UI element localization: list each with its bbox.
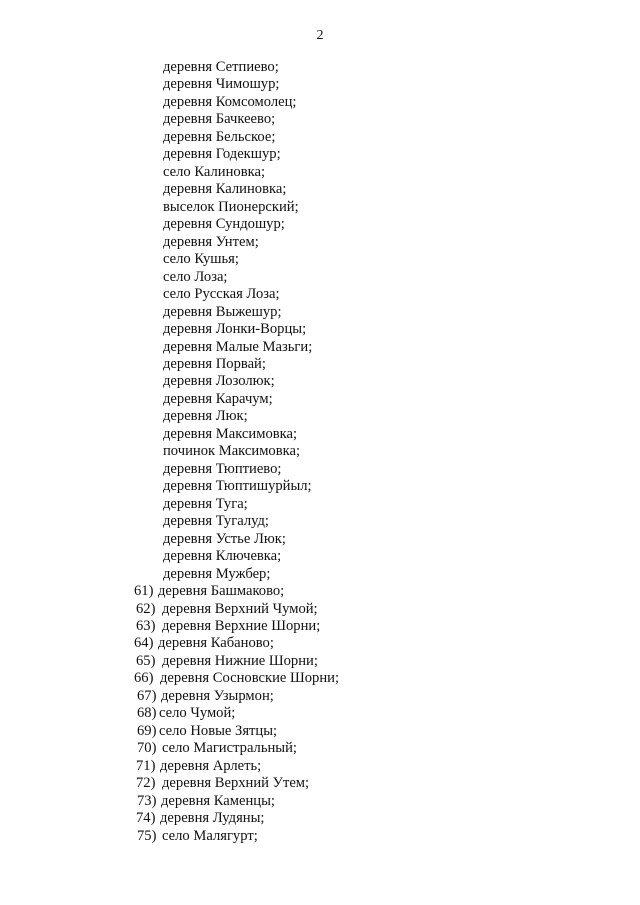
list-item-text: деревня Карачум; xyxy=(163,390,273,407)
list-item-text: деревня Верхний Чумой; xyxy=(162,600,318,617)
list-item-number: 72) xyxy=(136,775,156,792)
list-item-text: деревня Люк; xyxy=(163,408,248,425)
list-item-number: 71) xyxy=(136,757,156,774)
list-item-number: 66) xyxy=(134,670,154,687)
list-item-text: село Новые Зятцы; xyxy=(159,722,278,739)
list-item-text: деревня Тугалуд; xyxy=(163,513,269,530)
list-item-text: деревня Чимошур; xyxy=(163,76,280,93)
list-item-text: деревня Кабаново; xyxy=(158,635,274,652)
list-item-number: 75) xyxy=(137,827,157,844)
list-item-text: деревня Сетпиево; xyxy=(163,59,279,75)
list-item-text: село Чумой; xyxy=(159,705,236,722)
list-item-text: деревня Лозолюк; xyxy=(163,373,275,390)
list-item-text: деревня Узырмон; xyxy=(161,687,274,704)
list-item-number: 74) xyxy=(136,810,156,827)
list-item-number: 68) xyxy=(137,705,157,722)
list-item-text: деревня Сосновские Шорни; xyxy=(160,670,340,687)
list-item-text: деревня Каменцы; xyxy=(161,792,275,809)
list-item-number: 69) xyxy=(137,722,157,739)
list-item-text: деревня Туга; xyxy=(163,495,248,512)
list-item-text: деревня Порвай; xyxy=(163,355,266,372)
list-item-text: деревня Комсомолец; xyxy=(163,93,297,110)
list-item-number: 70) xyxy=(137,740,157,757)
list-item-text: деревня Мужбер; xyxy=(163,565,271,582)
list-item-text: село Магистральный; xyxy=(162,740,297,757)
list-item-text: деревня Максимовка; xyxy=(163,425,298,442)
list-item-number: 67) xyxy=(137,687,157,704)
list-item-text: деревня Сундошур; xyxy=(163,216,285,233)
page-number: 2 xyxy=(316,28,324,43)
list-item-text: село Малягурт; xyxy=(162,827,258,844)
list-item-text: деревня Бельское; xyxy=(163,128,276,145)
list-item-text: выселок Пионерский; xyxy=(163,198,299,215)
list-item-text: деревня Нижние Шорни; xyxy=(162,652,318,669)
list-item-text: починок Максимовка; xyxy=(163,443,301,460)
list-item-text: деревня Лудяны; xyxy=(160,810,265,827)
list-item-text: деревня Тюптишурйыл; xyxy=(163,478,312,495)
list-item-text: село Лоза; xyxy=(163,268,228,285)
list-item-text: деревня Арлеть; xyxy=(160,757,262,774)
list-item-text: деревня Устье Люк; xyxy=(163,530,286,547)
list-item-text: деревня Выжешур; xyxy=(163,303,282,320)
list-item-number: 73) xyxy=(137,792,157,809)
list-item-text: село Русская Лоза; xyxy=(163,286,280,303)
list-item-number: 64) xyxy=(134,635,154,652)
list-item-text: село Калиновка; xyxy=(163,163,265,180)
list-item-text: деревня Калиновка; xyxy=(163,181,287,198)
list-item-text: деревня Башмаково; xyxy=(158,583,285,600)
list-item-number: 63) xyxy=(136,618,156,634)
list-item-text: деревня Верхние Шорни; xyxy=(162,618,321,634)
list-item-text: деревня Лонки-Ворцы; xyxy=(163,321,307,338)
list-item-text: деревня Годекшур; xyxy=(163,146,281,163)
list-item-number: 61) xyxy=(134,583,154,600)
list-item-text: деревня Малые Мазьги; xyxy=(163,338,313,355)
list-item-text: деревня Тюптиево; xyxy=(163,460,282,477)
list-item-text: деревня Ключевка; xyxy=(163,548,282,565)
list-item-text: деревня Верхний Утем; xyxy=(162,775,310,792)
list-item-number: 62) xyxy=(136,600,156,617)
list-item-text: деревня Унтем; xyxy=(163,233,259,250)
list-item-text: село Кушья; xyxy=(163,251,239,268)
list-item-number: 65) xyxy=(136,652,156,669)
list-item-text: деревня Бачкеево; xyxy=(163,111,276,128)
